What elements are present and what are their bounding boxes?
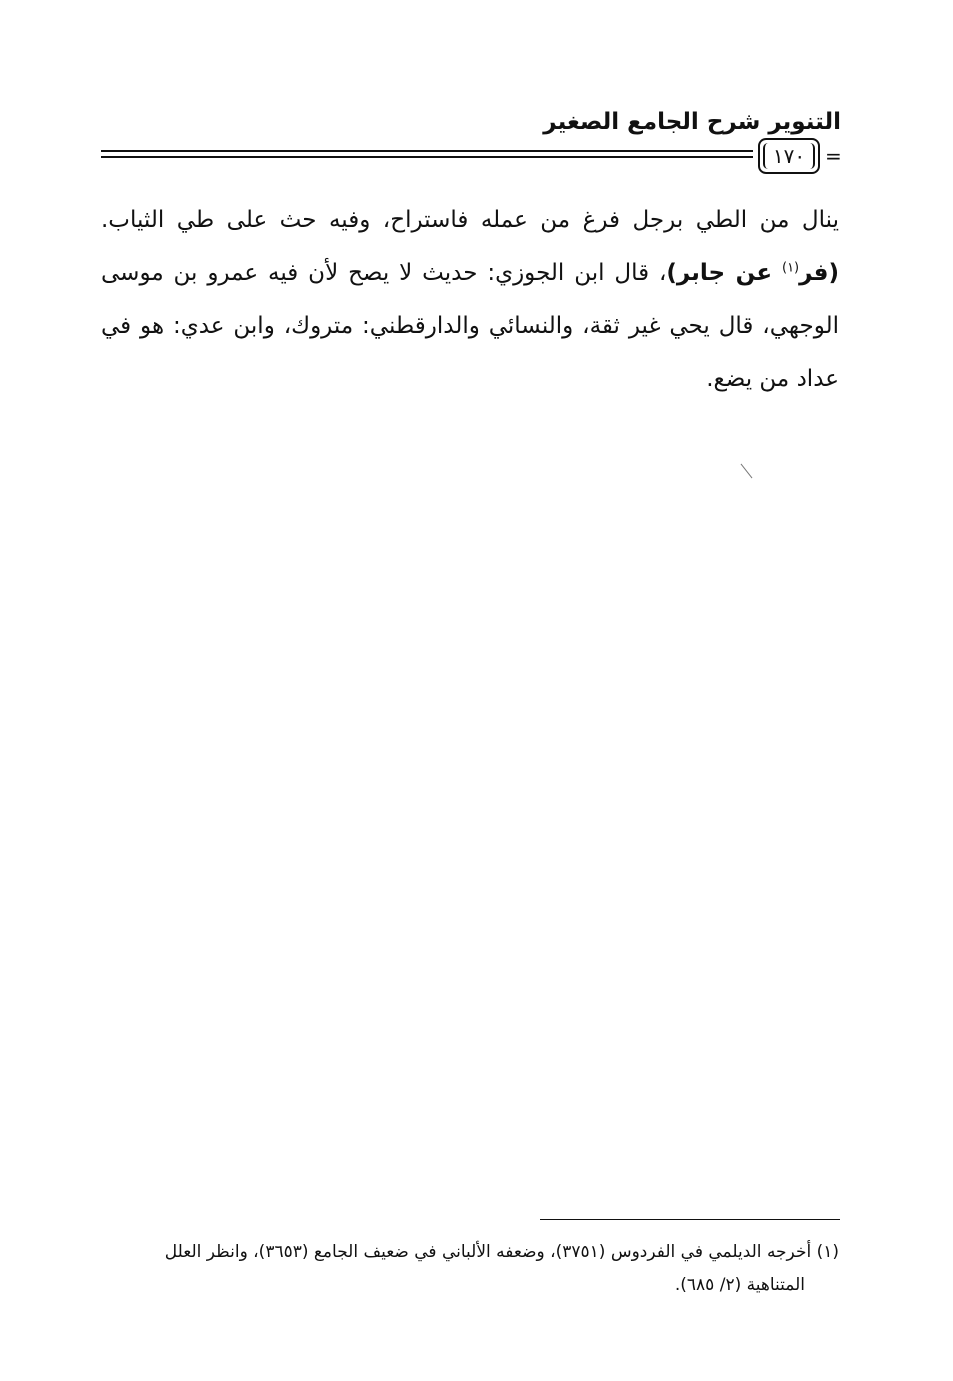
page-number-box [758, 138, 820, 174]
main-text-opening: ينال من الطي برجل فرغ من عمله فاستراح، وفيه حث على طي الثياب. [101, 207, 839, 233]
main-text [101, 194, 839, 406]
footnote [101, 1236, 839, 1302]
footnote-line-2: المتناهية (٢/ ٦٨٥). [674, 1275, 805, 1295]
source-attribution: عن جابر) [666, 260, 773, 286]
page-edge-mark: = [825, 144, 842, 168]
source-code-open: (فر [799, 260, 840, 286]
footnote-separator [540, 1219, 840, 1220]
stray-pen-mark [741, 464, 753, 479]
running-title: التنوير شرح الجامع الصغير [543, 109, 841, 135]
page-number: ١٧٠ [772, 144, 806, 168]
footnote-line-1: (١) أخرجه الديلمي في الفردوس (٣٧٥١)، وضعفه الألباني في ضعيف الجامع (٣٦٥٣)، وانظر العلل [164, 1242, 839, 1262]
main-text-commentary: ، قال ابن الجوزي: حديث لا يصح لأن فيه عمرو بن موسى الوجهي، قال يحي غير ثقة، والنسائي والدارقطني: متروك، وابن عدي: هو في عداد من يضع. [101, 260, 839, 392]
footnote-reference: (١) [781, 260, 800, 276]
header-double-rule [101, 150, 753, 158]
